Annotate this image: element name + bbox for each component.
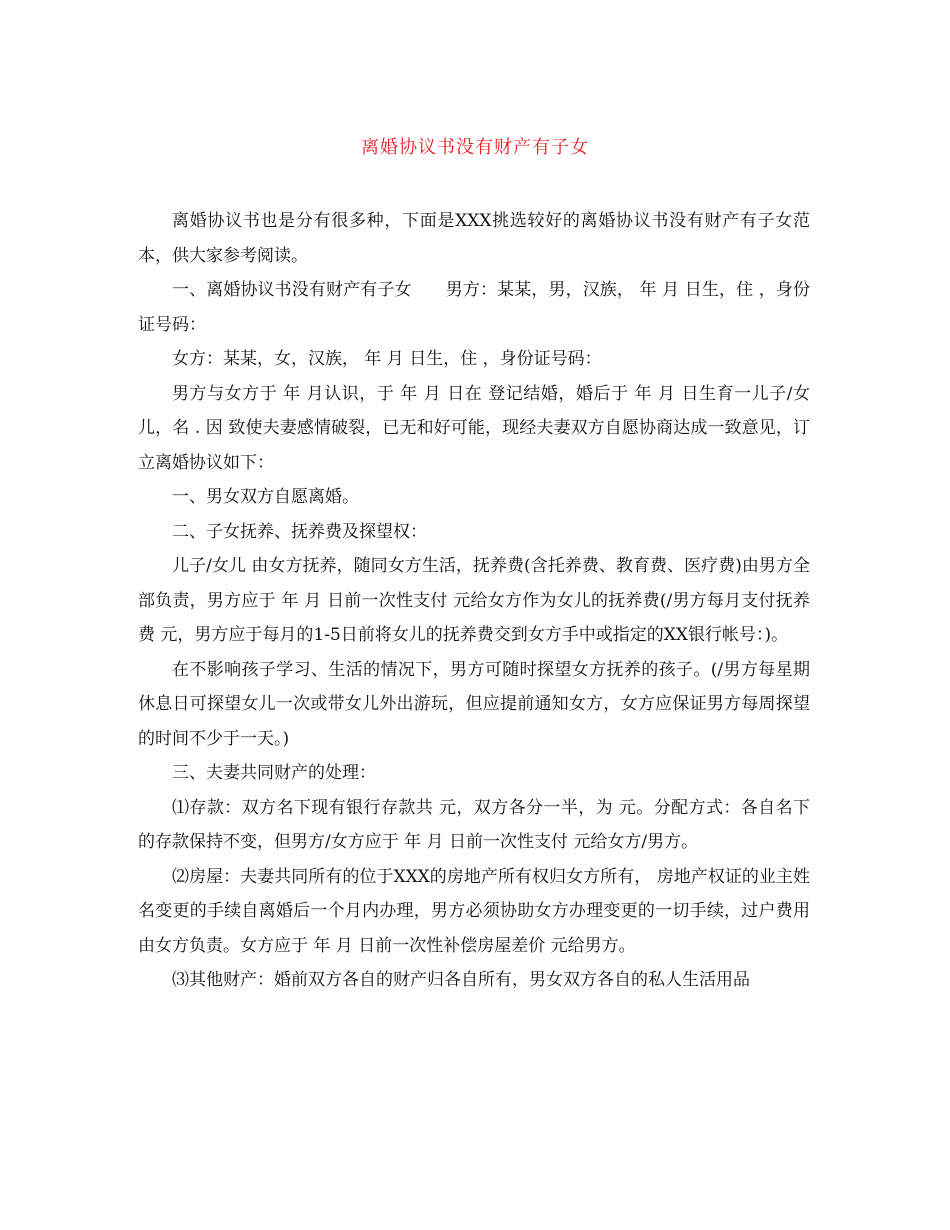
paragraph-marriage-history: 男方与女方于 年 月认识，于 年 月 日在 登记结婚，婚后于 年 月 日生育一儿子/女儿，名 . 因 致使夫妻感情破裂，已无和好可能，现经夫妻双方自愿协商达成一致意见，订立离婚协议如下： bbox=[138, 383, 810, 473]
document-body bbox=[138, 204, 810, 998]
paragraph-child-support: 儿子/女儿 由女方抚养，随同女方生活，抚养费(含托养费、教育费、医疗费)由男方全部负责，男方应于 年 月 日前一次性支付 元给女方作为女儿的抚养费(/男方每月支付抚养费 元，男方应于每月的1-5日前将女儿的抚养费交到女方手中或指定的XX银行帐号：)。 bbox=[138, 556, 810, 645]
paragraph-clause-1: 一、男女双方自愿离婚。 bbox=[172, 487, 359, 507]
paragraph-clause-3-heading: 三、夫妻共同财产的处理： bbox=[172, 763, 376, 783]
paragraph-female-party: 女方：某某，女，汉族， 年 月 日生，住 ，身份证号码： bbox=[172, 349, 602, 369]
paragraph-other-property: ⑶其他财产：婚前双方各自的财产归各自所有，男女双方各自的私人生活用品 bbox=[172, 970, 750, 990]
paragraph-visitation: 在不影响孩子学习、生活的情况下，男方可随时探望女方抚养的孩子。(/男方每星期休息日可探望女儿一次或带女儿外出游玩，但应提前通知女方，女方应保证男方每周探望的时间不少于一天。) bbox=[138, 659, 810, 749]
paragraph-intro: 离婚协议书也是分有很多种，下面是XXX挑选较好的离婚协议书没有财产有子女范本，供大家参考阅读。 bbox=[138, 211, 810, 266]
document-title: 离婚协议书没有财产有子女 bbox=[361, 137, 589, 158]
paragraph-male-party: 一、离婚协议书没有财产有子女 男方：某某，男，汉族， 年 月 日生，住 ，身份证号码： bbox=[138, 280, 810, 335]
paragraph-clause-2-heading: 二、子女抚养、抚养费及探望权： bbox=[172, 521, 427, 542]
paragraph-housing: ⑵房屋：夫妻共同所有的位于XXX的房地产所有权归女方所有， 房地产权证的业主姓名变更的手续自离婚后一个月内办理，男方必须协助女方办理变更的一切手续，过户费用由女方负责。女方应于 年 月 日前一次性补偿房屋差价 元给男方。 bbox=[138, 866, 810, 956]
paragraph-savings: ⑴存款：双方名下现有银行存款共 元，双方各分一半，为 元。分配方式：各自名下的存款保持不变，但男方/女方应于 年 月 日前一次性支付 元给女方/男方。 bbox=[138, 797, 810, 852]
